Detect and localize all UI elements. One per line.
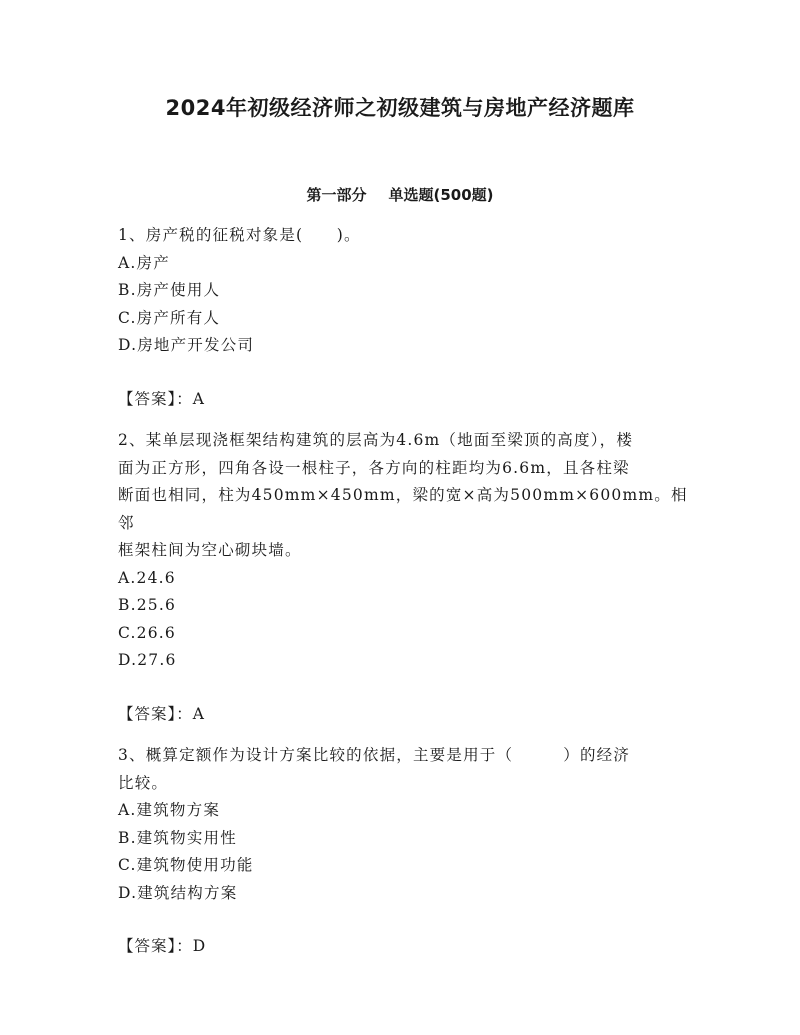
option-d: D.27.6 <box>118 651 177 669</box>
answer-label: 【答案】： <box>118 704 193 723</box>
answer-label: 【答案】： <box>118 389 193 408</box>
option-a: A.房产 <box>118 253 170 272</box>
question-stem: 框架柱间为空心砌块墙。 <box>118 541 302 559</box>
answer-line <box>118 933 688 961</box>
option-b: B.25.6 <box>118 596 177 614</box>
option-c: C.26.6 <box>118 623 176 642</box>
answer-value: A <box>192 389 205 408</box>
question-block <box>118 742 688 961</box>
document-title: 2024年初级经济师之初级建筑与房地产经济题库 <box>165 96 635 120</box>
question-stem: 1、房产税的征税对象是( )。 <box>118 226 361 244</box>
question-stem: 面为正方形，四角各设一根柱子，各方向的柱距均为6.6m，且各柱梁 <box>118 458 630 477</box>
question-list <box>118 222 688 975</box>
option-a: A.建筑物方案 <box>118 801 221 819</box>
option-b: B.建筑物实用性 <box>118 828 237 847</box>
answer-line <box>118 386 688 414</box>
section-name: 单选题(500题) <box>388 186 494 204</box>
question-block <box>118 222 688 413</box>
question-block <box>118 427 688 728</box>
option-d: D.房地产开发公司 <box>118 336 255 354</box>
section-part: 第一部分 <box>306 186 367 204</box>
question-stem: 比较。 <box>118 773 169 792</box>
option-c: C.房产所有人 <box>118 308 221 327</box>
option-c: C.建筑物使用功能 <box>118 856 254 874</box>
question-stem: 断面也相同，柱为450mm×450mm，梁的宽×高为500mm×600mm。相邻 <box>118 486 688 532</box>
option-b: B.房产使用人 <box>118 281 221 299</box>
answer-value: A <box>192 704 205 723</box>
section-heading <box>0 183 800 207</box>
answer-line <box>118 701 688 729</box>
answer-value: D <box>192 937 207 955</box>
question-stem: 2、某单层现浇框架结构建筑的层高为4.6m（地面至梁顶的高度），楼 <box>118 431 634 449</box>
option-d: D.建筑结构方案 <box>118 883 238 902</box>
option-a: A.24.6 <box>118 568 176 587</box>
answer-label: 【答案】： <box>118 937 193 955</box>
question-stem: 3、概算定额作为设计方案比较的依据，主要是用于（ ）的经济 <box>118 746 631 764</box>
